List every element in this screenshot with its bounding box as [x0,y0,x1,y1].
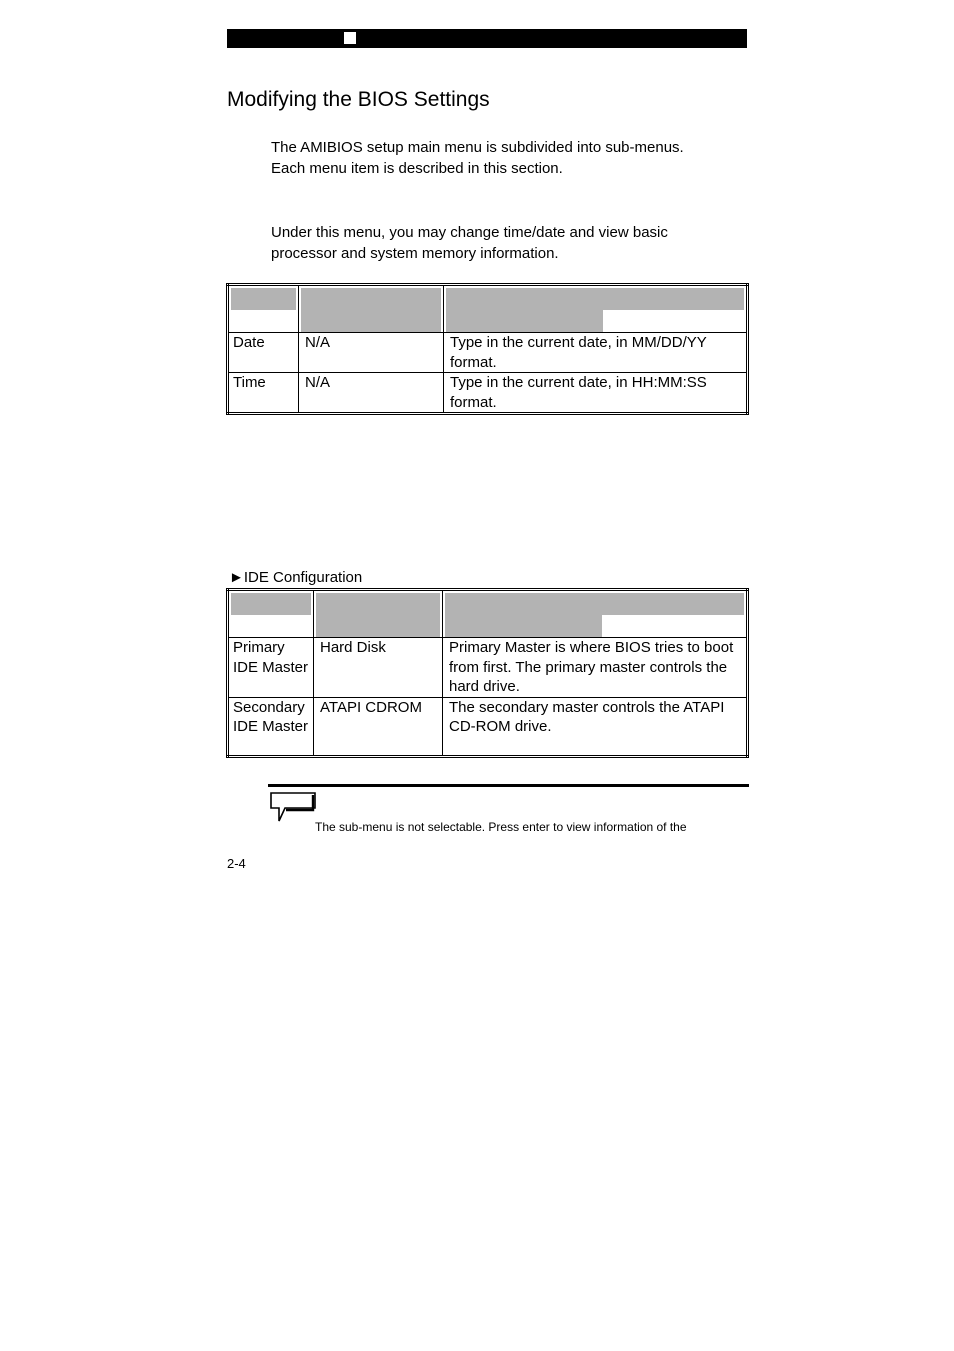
header-bar [227,29,747,48]
table-row [228,638,748,698]
option-cell: ATAPI CDROM [314,697,443,756]
main-menu-paragraph [271,222,741,264]
table-header-row [228,590,748,638]
description-cell: Type in the current date, in MM/DD/YY format. [444,333,748,373]
main-menu-line: processor and system memory information. [271,245,559,262]
table-row [228,333,748,373]
main-menu-line: Under this menu, you may change time/date and view basic [271,224,668,241]
header-cell [299,285,444,333]
ide-configuration-label: ►IDE Configuration [229,569,363,586]
table-header-row [228,285,748,333]
ide-settings-table [226,588,749,758]
item-cell: Time [228,373,299,414]
description-cell: Type in the current date, in HH:MM:SS format. [444,373,748,414]
intro-line: Each menu item is described in this section. [271,160,563,177]
header-cell [228,285,299,333]
header-square-icon [344,32,356,44]
note-text: The sub-menu is not selectable. Press enter to view information of the [315,820,687,834]
header-cell [314,590,443,638]
page-title: Modifying the BIOS Settings [227,88,490,111]
note-divider [268,784,749,787]
main-settings-table [226,283,749,415]
option-cell: Hard Disk [314,638,443,698]
intro-paragraph [271,137,741,179]
description-cell: The secondary master controls the ATAPI CD-ROM drive. [443,697,748,756]
item-cell: Primary IDE Master [228,638,314,698]
header-cell [444,285,748,333]
option-cell: N/A [299,333,444,373]
option-cell: N/A [299,373,444,414]
page-number: 2-4 [227,856,246,871]
table-row [228,373,748,414]
intro-line: The AMIBIOS setup main menu is subdivided into sub-menus. [271,139,684,156]
header-cell [443,590,748,638]
note-speech-bubble-icon [269,791,317,823]
item-cell: Date [228,333,299,373]
description-cell: Primary Master is where BIOS tries to boot from first. The primary master controls the hard drive. [443,638,748,698]
table-row [228,697,748,756]
item-cell: Secondary IDE Master [228,697,314,756]
header-cell [228,590,314,638]
